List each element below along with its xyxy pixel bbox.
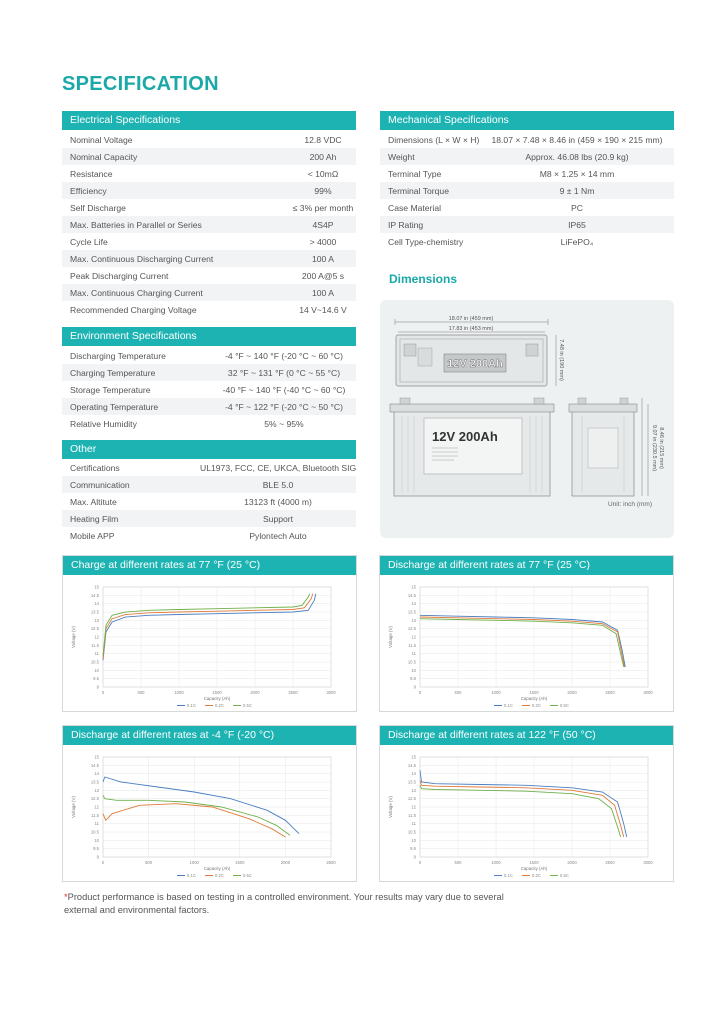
- spec-row: [380, 165, 674, 182]
- x-tick-label: 3000: [643, 860, 653, 865]
- x-tick-label: 500: [137, 690, 145, 695]
- spec-row: [380, 199, 674, 216]
- x-tick-label: 1500: [529, 690, 539, 695]
- spec-label: Certifications: [70, 462, 120, 473]
- x-tick-label: 0: [418, 690, 422, 695]
- spec-label: Communication: [70, 479, 130, 490]
- spec-value: 9 ± 1 Nm: [559, 185, 595, 196]
- x-tick-label: 500: [145, 860, 153, 865]
- unit-note: Unit: inch (mm): [607, 501, 652, 508]
- height-case-label: 8.46 in (215 mm): [658, 427, 664, 469]
- chart-discharge-minus20c: [62, 725, 357, 882]
- y-tick-label: 9.5: [410, 676, 416, 682]
- y-tick-label: 11: [411, 651, 416, 657]
- y-axis-label: Voltage (V): [71, 626, 76, 648]
- spec-label: Efficiency: [70, 185, 107, 196]
- y-tick-label: 15: [411, 584, 416, 590]
- spec-label: Self Discharge: [70, 202, 126, 213]
- x-tick-label: 1000: [189, 860, 199, 865]
- y-tick-label: 9: [413, 684, 416, 690]
- chart-title: Charge at different rates at 77 °F (25 °C): [63, 556, 356, 575]
- y-axis-label: Voltage (V): [388, 796, 393, 818]
- spec-row: [62, 459, 356, 476]
- spec-value: Support: [262, 513, 294, 524]
- series-line-0.1C: [103, 777, 299, 834]
- spec-label: Relative Humidity: [70, 418, 137, 429]
- footnote: [64, 891, 524, 916]
- y-tick-label: 10: [94, 667, 99, 673]
- spec-value: BLE 5.0: [262, 479, 294, 490]
- spec-value: M8 × 1.25 × 14 mm: [539, 168, 615, 179]
- spec-label: Case Material: [388, 202, 442, 213]
- x-tick-label: 500: [454, 690, 462, 695]
- x-tick-label: 2000: [567, 690, 577, 695]
- height-total-label: 9.07 in (230.5 mm): [651, 424, 657, 472]
- legend-label: 0.5C: [560, 703, 569, 708]
- legend-label: 0.1C: [504, 703, 513, 708]
- footnote-star: *: [64, 892, 68, 902]
- chart-discharge-50c: [379, 725, 674, 882]
- chart-discharge-25c: [379, 555, 674, 712]
- x-tick-label: 0: [418, 860, 422, 865]
- spec-label: Weight: [388, 151, 415, 162]
- spec-row: [62, 476, 356, 493]
- spec-row: [380, 233, 674, 250]
- y-tick-label: 11.5: [91, 812, 99, 818]
- spec-value: IP65: [568, 219, 586, 230]
- spec-row: [62, 398, 356, 415]
- y-tick-label: 14: [94, 601, 99, 607]
- y-tick-label: 11.5: [91, 642, 99, 648]
- y-tick-label: 14: [411, 601, 416, 607]
- spec-row: [62, 527, 356, 544]
- spec-row: [62, 199, 356, 216]
- y-tick-label: 12.5: [90, 796, 99, 802]
- x-tick-label: 2500: [605, 860, 615, 865]
- x-tick-label: 0: [101, 690, 105, 695]
- y-tick-label: 13: [411, 787, 416, 793]
- spec-value: 14 V~14.6 V: [299, 304, 347, 315]
- spec-row: [62, 250, 356, 267]
- y-tick-label: 9.5: [93, 846, 99, 852]
- y-tick-label: 11: [411, 821, 416, 827]
- spec-value: < 10mΩ: [307, 168, 339, 179]
- y-axis-label: Voltage (V): [388, 626, 393, 648]
- chart-charge-25c: [62, 555, 357, 712]
- top-view-battery-label: 12V 200Ah: [447, 358, 503, 370]
- y-tick-label: 14: [411, 771, 416, 777]
- electrical-spec-header: Electrical Specifications: [62, 111, 356, 130]
- x-tick-label: 3000: [643, 690, 653, 695]
- spec-label: Dimensions (L × W × H): [388, 134, 480, 145]
- y-tick-label: 12.5: [407, 626, 416, 632]
- y-tick-label: 15: [411, 754, 416, 760]
- spec-row: [62, 493, 356, 510]
- spec-value: 5% ~ 95%: [264, 418, 304, 429]
- spec-row: [62, 381, 356, 398]
- x-axis-label: Capacity (Ah): [520, 696, 548, 701]
- legend-label: 0.1C: [187, 873, 196, 878]
- series-line-0.2C: [420, 780, 624, 837]
- y-tick-label: 10: [94, 837, 99, 843]
- spec-row: [62, 131, 356, 148]
- spec-label: Nominal Voltage: [70, 134, 133, 145]
- spec-row: [62, 233, 356, 250]
- series-line-0.5C: [420, 619, 624, 667]
- y-tick-label: 12: [94, 634, 99, 640]
- y-tick-label: 11.5: [408, 812, 416, 818]
- mechanical-spec-table: [380, 131, 674, 250]
- spec-value: 200 Ah: [309, 151, 337, 162]
- x-tick-label: 1000: [491, 860, 501, 865]
- y-tick-label: 14: [94, 771, 99, 777]
- y-tick-label: 10.5: [90, 829, 99, 835]
- spec-label: Terminal Type: [388, 168, 442, 179]
- y-tick-label: 10.5: [90, 659, 99, 665]
- spec-label: Discharging Temperature: [70, 350, 166, 361]
- x-axis-label: Capacity (Ah): [203, 696, 231, 701]
- y-tick-label: 9: [96, 684, 99, 690]
- spec-label: Nominal Capacity: [70, 151, 138, 162]
- y-tick-label: 13: [94, 787, 99, 793]
- spec-row: [62, 301, 356, 318]
- chart-plot: [63, 745, 356, 881]
- spec-value: PC: [571, 202, 583, 213]
- x-tick-label: 1000: [174, 690, 184, 695]
- y-tick-label: 11.5: [408, 642, 416, 648]
- y-tick-label: 12.5: [90, 626, 99, 632]
- spec-value: 100 A: [312, 287, 334, 298]
- spec-value: 200 A@5 s: [301, 270, 345, 281]
- spec-value: 32 °F ~ 131 °F (0 °C ~ 55 °C): [227, 367, 341, 378]
- x-tick-label: 3000: [326, 690, 336, 695]
- spec-value: -4 °F ~ 140 °F (-20 °C ~ 60 °C): [225, 350, 343, 361]
- length-inner-label: 17.83 in (453 mm): [448, 326, 494, 332]
- spec-value: 4S4P: [312, 219, 334, 230]
- y-tick-label: 12: [411, 804, 416, 810]
- spec-row: [62, 347, 356, 364]
- spec-row: [62, 267, 356, 284]
- spec-row: [380, 148, 674, 165]
- length-outer-label: 18.07 in (459 mm): [448, 316, 494, 322]
- spec-label: Peak Discharging Current: [70, 270, 169, 281]
- spec-label: Heating Film: [70, 513, 119, 524]
- spec-row: [62, 284, 356, 301]
- spec-label: Charging Temperature: [70, 367, 156, 378]
- x-tick-label: 2000: [567, 860, 577, 865]
- y-tick-label: 14.5: [407, 762, 416, 768]
- y-tick-label: 13.5: [90, 609, 99, 615]
- spec-value: LiFePO₄: [560, 236, 594, 247]
- y-tick-label: 10.5: [407, 829, 416, 835]
- spec-value: 12.8 VDC: [304, 134, 342, 145]
- spec-label: Operating Temperature: [70, 401, 159, 412]
- chart-plot: [63, 575, 356, 711]
- x-tick-label: 1000: [491, 690, 501, 695]
- legend-label: 0.5C: [560, 873, 569, 878]
- page-title: SPECIFICATION: [62, 73, 219, 95]
- spec-row: [380, 182, 674, 199]
- spec-row: [380, 216, 674, 233]
- spec-value: Pylontech Auto: [249, 530, 307, 541]
- spec-label: Storage Temperature: [70, 384, 151, 395]
- dimensions-heading: Dimensions: [389, 272, 458, 286]
- spec-row: [62, 510, 356, 527]
- y-tick-label: 14.5: [90, 762, 99, 768]
- y-tick-label: 14.5: [90, 592, 99, 598]
- spec-value: -4 °F ~ 122 °F (-20 °C ~ 50 °C): [225, 401, 343, 412]
- x-tick-label: 2500: [288, 690, 298, 695]
- y-tick-label: 10.5: [407, 659, 416, 665]
- spec-value: 99%: [314, 185, 332, 196]
- y-tick-label: 13.5: [407, 779, 416, 785]
- spec-label: Resistance: [70, 168, 113, 179]
- spec-value: -40 °F ~ 140 °F (-40 °C ~ 60 °C): [222, 384, 346, 395]
- x-tick-label: 500: [454, 860, 462, 865]
- spec-row: [62, 182, 356, 199]
- x-tick-label: 2000: [250, 690, 260, 695]
- y-tick-label: 9: [413, 854, 416, 860]
- y-tick-label: 11: [94, 651, 99, 657]
- y-tick-label: 10: [411, 667, 416, 673]
- legend-label: 0.2C: [215, 873, 224, 878]
- y-tick-label: 14.5: [407, 592, 416, 598]
- spec-value: 13123 ft (4000 m): [244, 496, 312, 507]
- spec-value: 18.07 × 7.48 × 8.46 in (459 × 190 × 215 mm): [491, 134, 663, 145]
- legend-label: 0.2C: [532, 703, 541, 708]
- y-tick-label: 13: [94, 617, 99, 623]
- y-tick-label: 13.5: [90, 779, 99, 785]
- width-label: 7.48 in (190 mm): [558, 339, 564, 381]
- y-axis-label: Voltage (V): [71, 796, 76, 818]
- y-tick-label: 15: [94, 584, 99, 590]
- x-axis-label: Capacity (Ah): [203, 866, 231, 871]
- chart-title: Discharge at different rates at 122 °F (50 °C): [380, 726, 673, 745]
- y-tick-label: 11: [94, 821, 99, 827]
- x-tick-label: 1500: [529, 860, 539, 865]
- electrical-spec-table: [62, 131, 356, 318]
- chart-plot: [380, 745, 673, 881]
- spec-label: Max. Batteries in Parallel or Series: [70, 219, 202, 230]
- x-tick-label: 2000: [280, 860, 291, 865]
- footnote-text: Product performance is based on testing in a controlled environment. Your results may vary due to several external and environmental factors.: [64, 892, 504, 915]
- spec-value: UL1973, FCC, CE, UKCA, Bluetooth SIG: [200, 462, 357, 473]
- y-tick-label: 9: [96, 854, 99, 860]
- chart-plot: [380, 575, 673, 711]
- mechanical-spec-header: Mechanical Specifications: [380, 111, 674, 130]
- y-tick-label: 12: [411, 634, 416, 640]
- legend-label: 0.2C: [532, 873, 541, 878]
- legend-label: 0.2C: [215, 703, 224, 708]
- y-tick-label: 12: [94, 804, 99, 810]
- other-spec-header: Other: [62, 440, 356, 459]
- spec-label: Cycle Life: [70, 236, 108, 247]
- spec-value: Approx. 46.08 lbs (20.9 kg): [525, 151, 629, 162]
- y-tick-label: 15: [94, 754, 99, 760]
- spec-row: [62, 165, 356, 182]
- x-axis-label: Capacity (Ah): [520, 866, 548, 871]
- legend-label: 0.5C: [243, 873, 252, 878]
- other-spec-table: [62, 459, 356, 544]
- y-tick-label: 10: [411, 837, 416, 843]
- battery-dimension-drawing: [380, 300, 674, 538]
- y-tick-label: 9.5: [410, 846, 416, 852]
- legend-label: 0.5C: [243, 703, 252, 708]
- legend-label: 0.1C: [187, 703, 196, 708]
- spec-value: > 4000: [309, 236, 337, 247]
- spec-label: Mobile APP: [70, 530, 115, 541]
- spec-label: Terminal Torque: [388, 185, 449, 196]
- x-tick-label: 0: [101, 860, 105, 865]
- spec-label: IP Rating: [388, 219, 424, 230]
- y-tick-label: 13.5: [407, 609, 416, 615]
- spec-label: Cell Type-chemistry: [388, 236, 464, 247]
- x-tick-label: 1500: [212, 690, 222, 695]
- x-tick-label: 2500: [326, 860, 336, 865]
- spec-value: 100 A: [312, 253, 334, 264]
- series-line-0.1C: [420, 770, 627, 837]
- spec-row: [62, 148, 356, 165]
- spec-row: [62, 216, 356, 233]
- chart-title: Discharge at different rates at 77 °F (25 °C): [380, 556, 673, 575]
- spec-row: [380, 131, 674, 148]
- front-view-battery-label: 12V 200Ah: [432, 429, 498, 444]
- dimensions-drawing-panel: [380, 300, 674, 538]
- spec-value: ≤ 3% per month: [292, 202, 354, 213]
- legend-label: 0.1C: [504, 873, 513, 878]
- x-tick-label: 1500: [235, 860, 245, 865]
- series-line-0.5C: [103, 594, 310, 656]
- spec-label: Recommended Charging Voltage: [70, 304, 197, 315]
- chart-title: Discharge at different rates at -4 °F (-20 °C): [63, 726, 356, 745]
- spec-label: Max. Altitute: [70, 496, 117, 507]
- spec-row: [62, 364, 356, 381]
- environment-spec-header: Environment Specifications: [62, 327, 356, 346]
- y-tick-label: 13: [411, 617, 416, 623]
- spec-label: Max. Continuous Discharging Current: [70, 253, 214, 264]
- spec-label: Max. Continuous Charging Current: [70, 287, 203, 298]
- y-tick-label: 9.5: [93, 676, 99, 682]
- y-tick-label: 12.5: [407, 796, 416, 802]
- environment-spec-table: [62, 347, 356, 432]
- x-tick-label: 2500: [605, 690, 615, 695]
- spec-row: [62, 415, 356, 432]
